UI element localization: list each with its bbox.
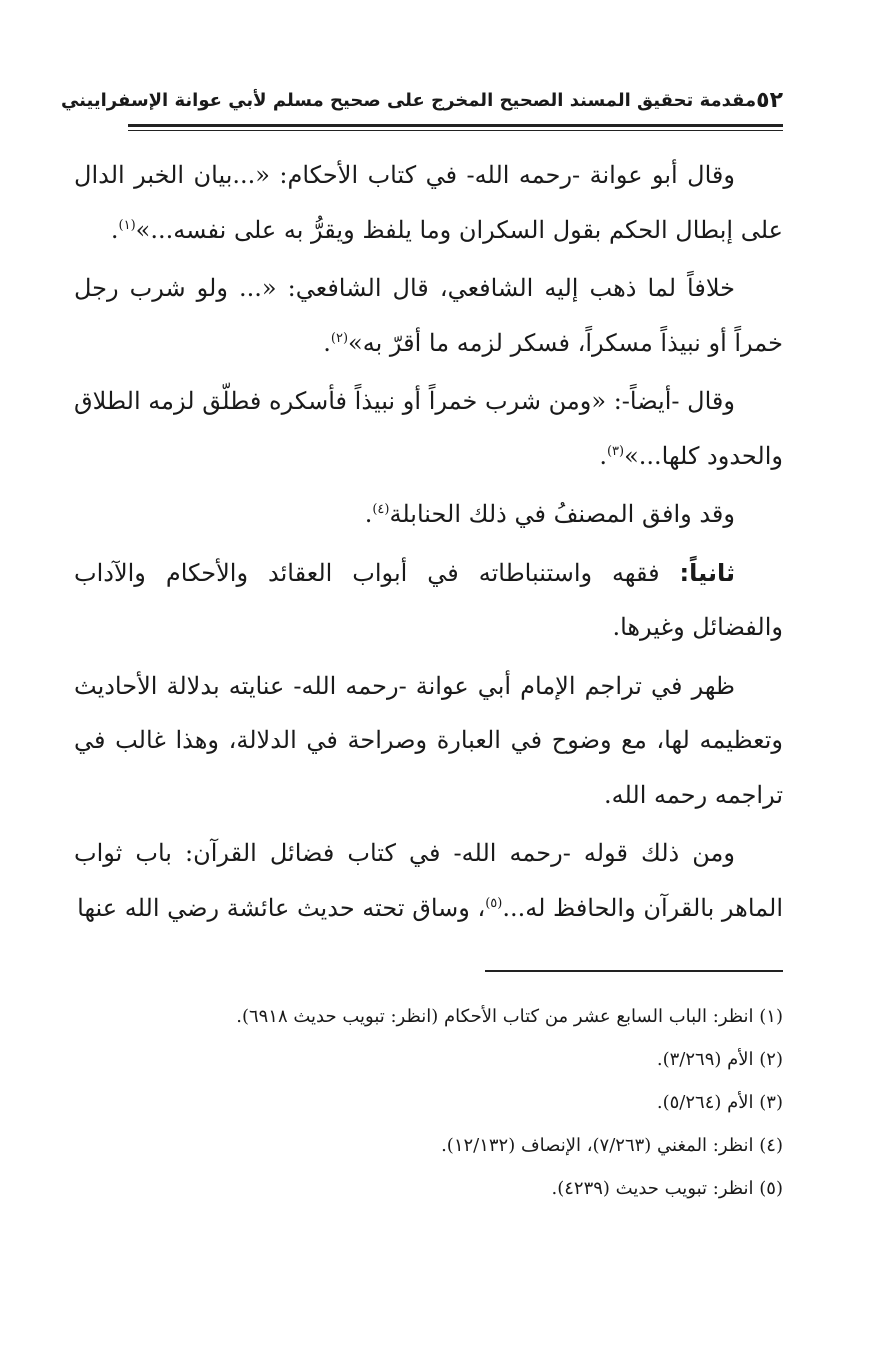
footnote-5: (٥) انظر: تبويب حديث (٤٢٣٩). xyxy=(551,1178,783,1199)
footnote-separator xyxy=(485,970,783,972)
paragraph-text: ظهر في تراجم الإمام أبي عوانة -رحمه الله- عنايته بدلالة الأحاديث وتعظيمه لها، مع وضوح في العبارة وصراحة في الدلالة، وهذا غالب في تراجمه رحمه الله. xyxy=(74,671,783,809)
footnote-ref[interactable]: (٢) xyxy=(330,330,349,346)
footnotes xyxy=(100,995,783,1210)
footnote-ref[interactable]: (٥) xyxy=(485,895,503,911)
footnote-ref[interactable]: (٣) xyxy=(606,443,625,459)
page-header xyxy=(60,80,783,120)
paragraph-2 xyxy=(74,261,783,370)
paragraph-text: وقال أبو عوانة -رحمه الله- في كتاب الأحكام: «...بيان الخبر الدال على إبطال الحكم بقول السكران وما يلفظ ويقرُّ به على نفسه...» xyxy=(74,161,783,244)
footnote-4: (٤) انظر: المغني (٧/٢٦٣)، الإنصاف (١٢/١٣٢). xyxy=(441,1135,783,1156)
main-text xyxy=(74,148,783,939)
paragraph-text: خلافاً لما ذهب إليه الشافعي، قال الشافعي: «... ولو شرب رجل خمراً أو نبيذاً مسكراً، فسكر لزمه ما أقرّ به» xyxy=(74,274,783,357)
paragraph-6 xyxy=(74,659,783,823)
paragraph-end: ، وساق تحته حديث عائشة رضي الله عنها xyxy=(77,893,486,922)
paragraph-text: فقهه واستنباطاته في أبواب العقائد والأحكام والآداب والفضائل وغيرها. xyxy=(74,558,783,641)
paragraph-1 xyxy=(74,148,783,257)
paragraph-end: . xyxy=(323,328,331,357)
section-lead: ثانياً: xyxy=(679,558,735,587)
paragraph-5 xyxy=(74,546,783,655)
paragraph-end: . xyxy=(364,500,373,528)
paragraph-3 xyxy=(74,374,783,483)
paragraph-text: وقد وافق المصنفُ في ذلك الحنابلة xyxy=(389,500,735,528)
footnote-1: (١) انظر: الباب السابع عشر من كتاب الأحكام (انظر: تبويب حديث ٦٩١٨). xyxy=(236,1006,783,1027)
running-title: مقدمة تحقيق المسند الصحيح المخرج على صحيح مسلم لأبي عوانة الإسفراييني xyxy=(60,89,757,111)
footnote-ref[interactable]: (٤) xyxy=(372,502,390,517)
footnote-2: (٢) الأم (٣/٢٦٩). xyxy=(656,1049,783,1070)
paragraph-text: ومن ذلك قوله -رحمه الله- في كتاب فضائل القرآن: باب ثواب الماهر بالقرآن والحافظ له... xyxy=(74,839,783,922)
paragraph-end: . xyxy=(599,441,607,470)
paragraph-4 xyxy=(74,487,783,542)
page-number: ٥٢ xyxy=(756,87,783,113)
footnote-3: (٣) الأم (٥/٢٦٤). xyxy=(656,1092,783,1113)
paragraph-end: . xyxy=(110,215,119,244)
paragraph-text: وقال -أيضاً-: «ومن شرب خمراً أو نبيذاً فأسكره فطلّق لزمه الطلاق والحدود كلها...» xyxy=(74,387,783,470)
footnote-ref[interactable]: (١) xyxy=(118,217,136,233)
paragraph-7 xyxy=(74,826,783,935)
header-rule xyxy=(128,124,783,131)
